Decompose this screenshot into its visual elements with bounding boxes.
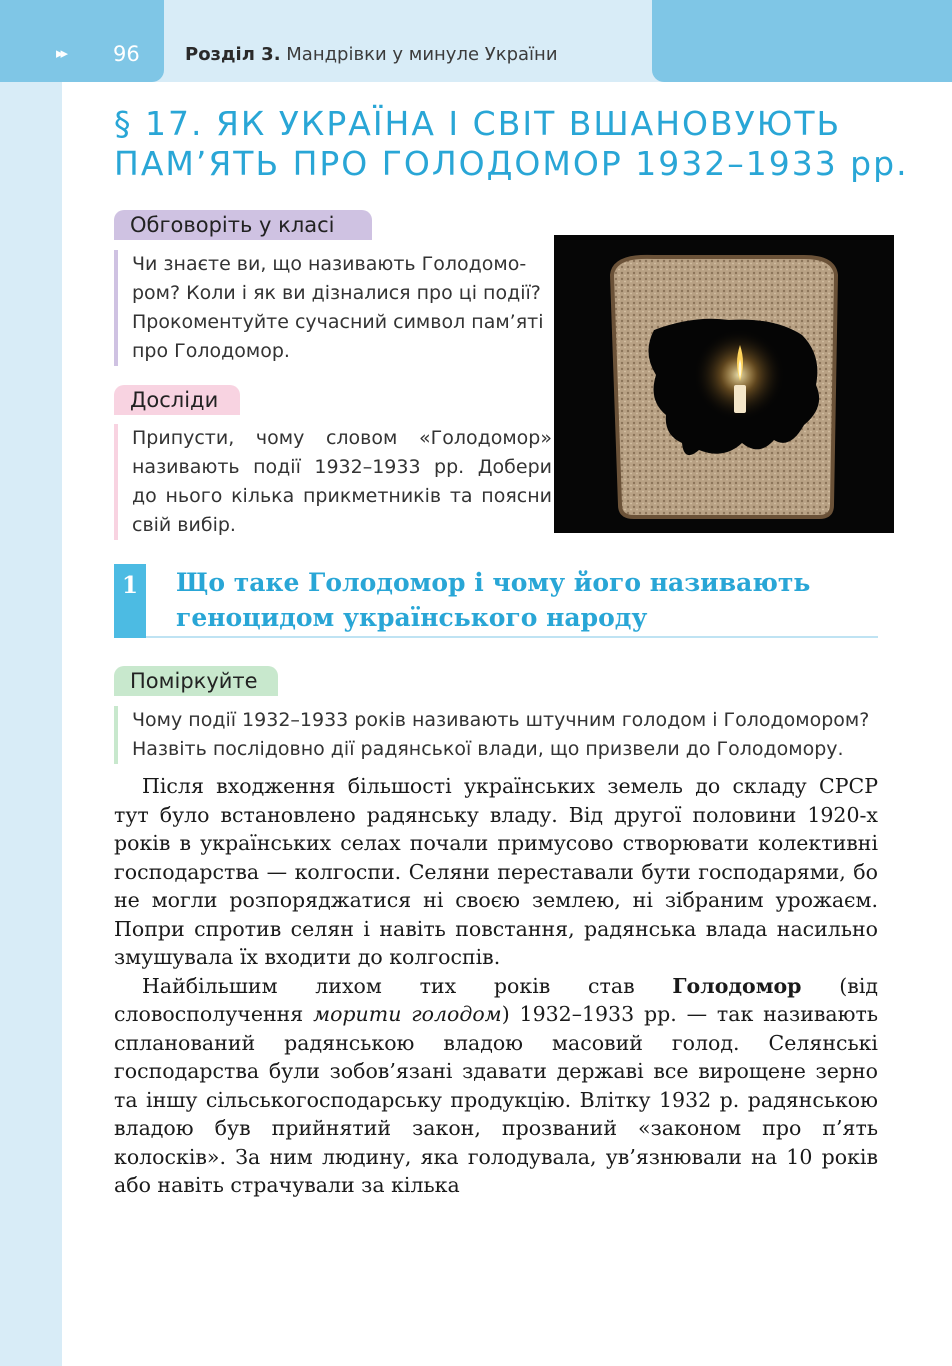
think-tag: Поміркуйте <box>114 666 278 696</box>
page-title-line2: ПАМ’ЯТЬ ПРО ГОЛОДОМОР 1932–1933 рр. <box>114 144 909 183</box>
section-underline <box>146 636 878 638</box>
body-p2-part: ) 1932–1933 рр. — так називають спланований радянською владою масовий голод. Селянські господарства були зобов’язані здавати державі все вирощене зерно та іншу сільськогосподарську продукцію. Влітку 1932 р. радянською владою був прийнятий закон, прозваний «законом про п’ять колосків». За ним людину, яка голодувала, ув’язнювали на 10 років або навіть страчували за кілька <box>114 1002 878 1197</box>
bread-with-candle-image <box>554 235 894 533</box>
chapter-header <box>185 44 558 65</box>
chapter-title: Мандрівки у минуле України <box>286 44 558 65</box>
term-moryty-holodom: морити голодом <box>313 1002 502 1026</box>
section-number-badge: 1 <box>114 564 146 638</box>
section-title-line2: геноцидом українського народу <box>176 603 648 632</box>
discuss-text: Чи знаєте ви, що називають Голодомором? Коли і як ви дізналися про ці події? Прокоментуйте сучасний символ пам’яті про Голодомор. <box>114 250 552 366</box>
chapter-label: Розділ 3. <box>185 44 281 65</box>
explore-tag: Досліди <box>114 385 240 415</box>
explore-text: Припусти, чому словом «Голодомор» називають події 1932–1933 рр. Добери до нього кілька прикметників та поясни свій вибір. <box>114 424 552 540</box>
page-number: 96 <box>113 42 140 66</box>
header-tab-right <box>652 0 952 82</box>
section-title-line1: Що таке Голодомор і чому його називають <box>176 568 811 597</box>
think-line1: Чому події 1932–1933 років називають штучним голодом і Голодомором? <box>132 709 870 731</box>
left-margin-strip <box>0 0 62 1366</box>
double-arrow-icon: ▸▸ <box>56 44 66 62</box>
page-title <box>114 104 914 184</box>
think-line2: Назвіть послідовно дії радянської влади, що призвели до Голодомору. <box>132 738 844 760</box>
body-p2-part: (від словосполучення <box>114 973 878 1026</box>
body-paragraph-1: Після входження більшості українських земель до складу СРСР тут було встановлено радянську владу. Від другої половини 1920-х років в українських селах почали примусово створювати колективні господарства — колгоспи. Селяни переставали бути господарями, бо не могли розпоряджатися ні своєю землею, ні зібраним урожаєм. Попри спротив селян і навіть повстання, радянська влада насильно змушувала їх входити до колгоспів. <box>114 774 878 969</box>
body-text <box>114 772 878 1200</box>
section-title <box>176 565 876 635</box>
page-title-line1: § 17. ЯК УКРАЇНА І СВІТ ВШАНОВУЮТЬ <box>114 104 842 143</box>
body-paragraph-2 <box>114 972 878 1200</box>
term-holodomor: Голодомор <box>672 973 802 998</box>
body-p2-part: Найбільшим лихом тих років став <box>142 973 673 998</box>
discuss-tag: Обговоріть у класі <box>114 210 372 240</box>
header-tab-left <box>0 0 164 82</box>
think-text <box>114 706 892 764</box>
bread-candle-illustration <box>554 235 894 533</box>
